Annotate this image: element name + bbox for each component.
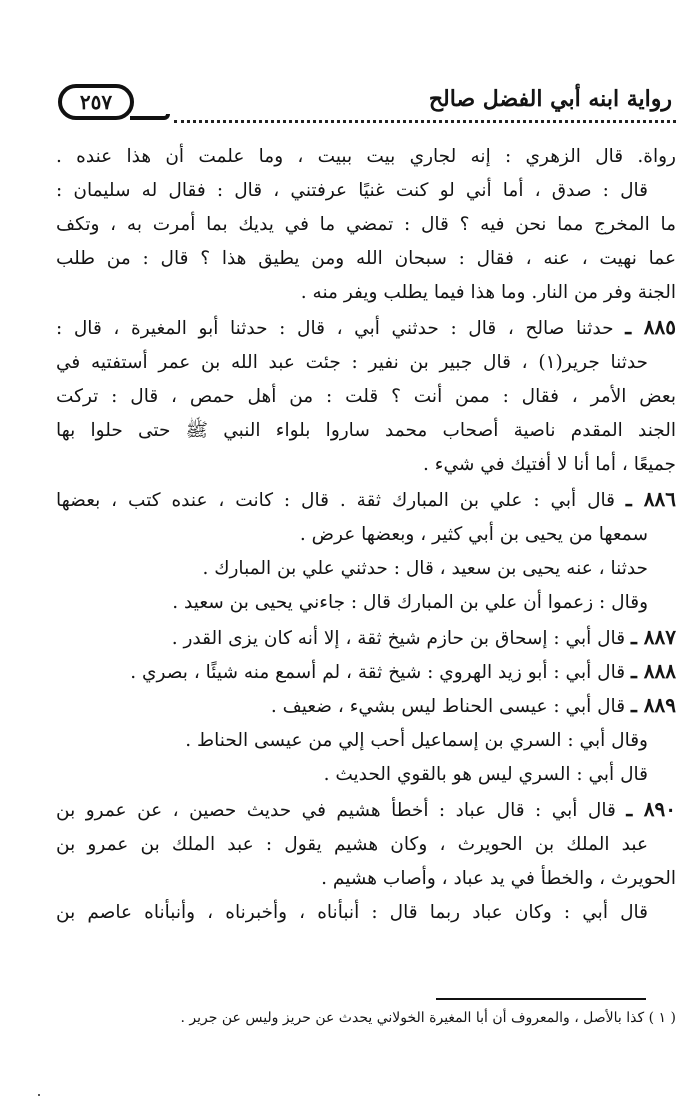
line-text: بعض الأمر ، فقال : ممن أنت ؟ قلت : من أهل حمص ، قال : تركت (56, 386, 676, 407)
line-text: حدثنا جرير(١) ، قال جبير بن نفير : جئت عبد الله بن عمر أستفتيه في (56, 352, 648, 373)
footnote-rule (436, 998, 646, 1000)
entry-number: ٨٨٩ ـ (630, 693, 676, 717)
running-title: رواية ابنه أبي الفضل صالح (428, 86, 672, 112)
line-text: قال أبي : السري ليس هو بالقوي الحديث . (323, 764, 648, 785)
text-line (56, 516, 676, 550)
page-body (56, 138, 676, 988)
line-text: حدثنا ، عنه يحيى بن سعيد ، قال : حدثني علي بن المبارك . (202, 558, 648, 579)
line-text: قال أبي : عيسى الحناط ليس بشيء ، ضعيف . (270, 696, 626, 717)
text-line (56, 584, 676, 618)
header-rule (174, 120, 676, 123)
text-line (56, 274, 676, 308)
text-line (56, 894, 676, 928)
text-line (56, 446, 676, 480)
text-line (56, 620, 676, 654)
line-text: قال أبي : أبو زيد الهروي : شيخ ثقة ، لم أسمع منه شيئًا ، بصري . (130, 662, 626, 683)
line-text: الحويرث ، والخطأ في يد عباد ، وأصاب هشيم . (321, 868, 676, 889)
text-line (56, 412, 676, 446)
text-line (56, 172, 676, 206)
text-line (56, 688, 676, 722)
line-text: قال أبي : قال عباد : أخطأ هشيم في حديث حصين ، عن عمرو بن (56, 800, 616, 821)
line-text: قال أبي : علي بن المبارك ثقة . قال : كانت ، عنده كتب ، بعضها (56, 490, 616, 511)
text-line (56, 482, 676, 516)
text-line (56, 344, 676, 378)
text-line (56, 756, 676, 790)
text-line (56, 206, 676, 240)
line-text: عبد الملك بن الحويرث ، وكان هشيم يقول : عبد الملك بن عمرو بن (56, 834, 648, 855)
text-line (56, 654, 676, 688)
text-line (56, 138, 676, 172)
text-line (56, 722, 676, 756)
text-line (56, 550, 676, 584)
text-line (56, 378, 676, 412)
line-text: سمعها من يحيى بن أبي كثير ، وبعضها عرض . (299, 524, 648, 545)
line-text: الجند المقدم ناصية أصحاب محمد ساروا بلواء النبي ﷺ حتى حلوا بها (56, 420, 676, 441)
line-text: وقال أبي : السري بن إسماعيل أحب إلي من عيسى الحناط . (185, 730, 648, 751)
line-text: وقال : زعموا أن علي بن المبارك قال : جاءني يحيى بن سعيد . (172, 592, 648, 613)
page-header (56, 80, 676, 130)
line-text: قال أبي : وكان عباد ربما قال : أنبأناه ، وأخبرناه ، وأنبأناه عاصم بن (56, 902, 648, 923)
line-text: قال : صدق ، أما أني لو كنت غنيًا عرفتني ، قال : فقال له سليمان : (56, 180, 648, 201)
footnote: ( ١ ) كذا بالأصل ، والمعروف أن أبا المغيرة الخولاني يحدث عن حريز وليس عن جرير . (180, 1010, 676, 1026)
text-line (56, 240, 676, 274)
text-line (56, 826, 676, 860)
line-text: عما نهيت ، عنه ، فقال : سبحان الله ومن يطيق هذا ؟ قال : من طلب (56, 248, 676, 269)
text-line (56, 792, 676, 826)
page-number-ornament (130, 114, 170, 120)
entry-number: ٨٨٥ ـ (625, 315, 676, 339)
text-line (56, 860, 676, 894)
line-text: الجنة وفر من النار. وما هذا فيما يطلب ويفر منه . (300, 282, 676, 303)
line-text: قال أبي : إسحاق بن حازم شيخ ثقة ، إلا أنه كان يزى القدر . (171, 628, 626, 649)
scan-speck (38, 1094, 40, 1096)
entry-number: ٨٨٦ ـ (625, 487, 676, 511)
page-number: ٢٥٧ (58, 84, 134, 120)
line-text: ما المخرج مما نحن فيه ؟ قال : تمضي ما في يديك بما أمرت به ، وتكف (56, 214, 676, 235)
entry-number: ٨٩٠ ـ (626, 797, 676, 821)
entry-number: ٨٨٨ ـ (630, 659, 676, 683)
text-line (56, 310, 676, 344)
entry-number: ٨٨٧ ـ (630, 625, 676, 649)
line-text: جميعًا ، أما أنا لا أفتيك في شيء . (423, 454, 676, 475)
line-text: حدثنا صالح ، قال : حدثني أبي ، قال : حدثنا أبو المغيرة ، قال : (56, 318, 614, 339)
line-text: رواة. قال الزهري : إنه لجاري بيت ببيت ، وما علمت أن هذا عنده . (56, 146, 676, 167)
